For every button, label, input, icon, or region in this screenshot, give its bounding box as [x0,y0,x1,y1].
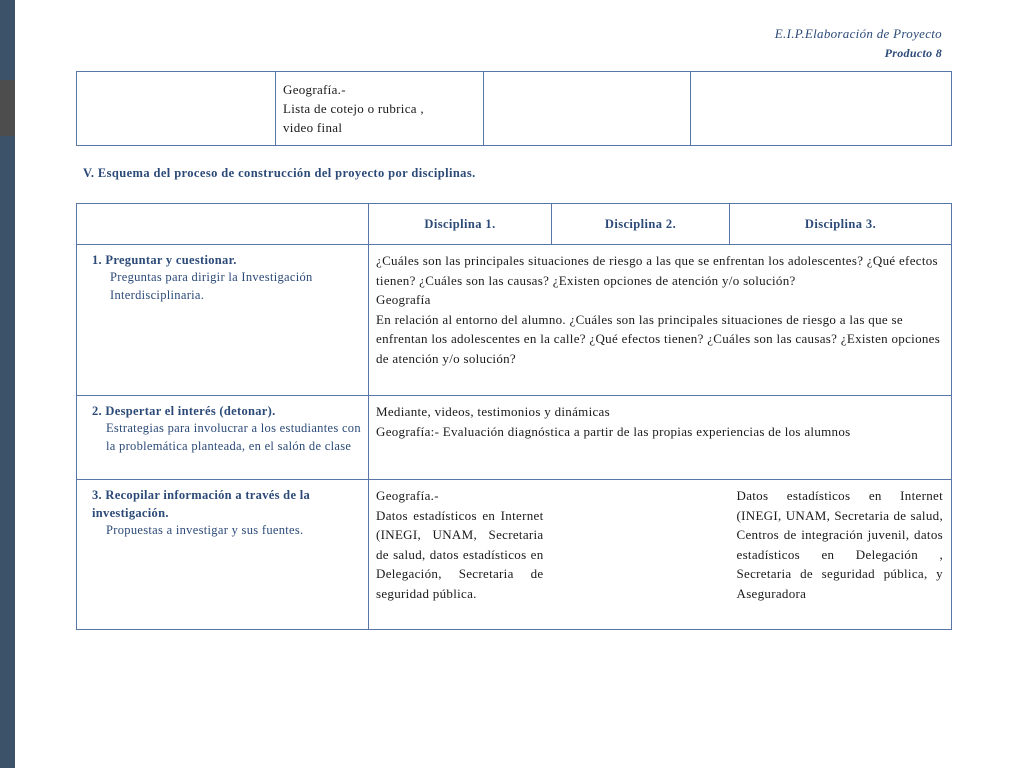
evaluation-cell-geografia: Geografía.- Lista de cotejo o rubrica , video final [276,72,484,146]
header-disciplina-2: Disciplina 2. [552,204,730,245]
header-disciplina-3: Disciplina 3. [730,204,952,245]
row-content-disciplina-2 [552,480,730,630]
scheme-row-1 [77,245,952,396]
scheme-row-2 [77,396,952,480]
scheme-row-3 [77,480,952,630]
row-title: 1. Preguntar y cuestionar. [92,253,237,267]
header-disciplina-1: Disciplina 1. [369,204,552,245]
row-content: Mediante, videos, testimonios y dinámicas Geografía:- Evaluación diagnóstica a partir de las propias experiencias de los alumnos [369,396,952,480]
evaluation-cell-empty-2 [484,72,691,146]
section-title: V. Esquema del proceso de construcción del proyecto por disciplinas. [83,166,476,180]
row-subtitle: Estrategias para involucrar a los estudiantes con la problemática planteada, en el salón de clase [106,421,361,453]
row-subtitle: Preguntas para dirigir la Investigación Interdisciplinaria. [110,270,313,302]
header-project-title: E.I.P.Elaboración de Proyecto [774,26,942,41]
row-content-disciplina-3: Datos estadísticos en Internet (INEGI, UNAM, Secretaria de salud, Centros de integración juvenil, datos estadísticos en Delegación , Secretaria de seguridad pública, y Aseguradora [730,480,952,630]
header-cell-empty [77,204,369,245]
row-subtitle: Propuestas a investigar y sus fuentes. [106,523,304,537]
row-title: 2. Despertar el interés (detonar). [92,404,276,418]
row-title: 3. Recopilar información a través de la investigación. [92,488,311,520]
row-content-disciplina-1: Geografía.- Datos estadísticos en Internet (INEGI, UNAM, Secretaria de salud, datos estadísticos en Delegación, Secretaria de seguridad pública. [369,480,552,630]
side-accent-notch [0,80,15,136]
evaluation-cell-empty-1 [77,72,276,146]
row-content: ¿Cuáles son las principales situaciones de riesgo a las que se enfrentan los adolescentes? ¿Qué efectos tienen? ¿Cuáles son las causas? ¿Existen opciones de atención y/o solución? Geografía En relación al entorno del alumno. ¿Cuáles son las principales situaciones de riesgo a las que se enfrentan los adolescentes en la calle? ¿Qué efectos tienen? ¿Cuáles son las causas? ¿Existen opciones de atención y/o solución? [369,245,952,396]
header-product-label: Producto 8 [884,46,942,60]
row-label [77,396,369,480]
row-label [77,480,369,630]
evaluation-table [76,71,952,146]
evaluation-cell-empty-3 [691,72,952,146]
scheme-table [76,203,952,630]
row-label [77,245,369,396]
scheme-header-row [77,204,952,245]
